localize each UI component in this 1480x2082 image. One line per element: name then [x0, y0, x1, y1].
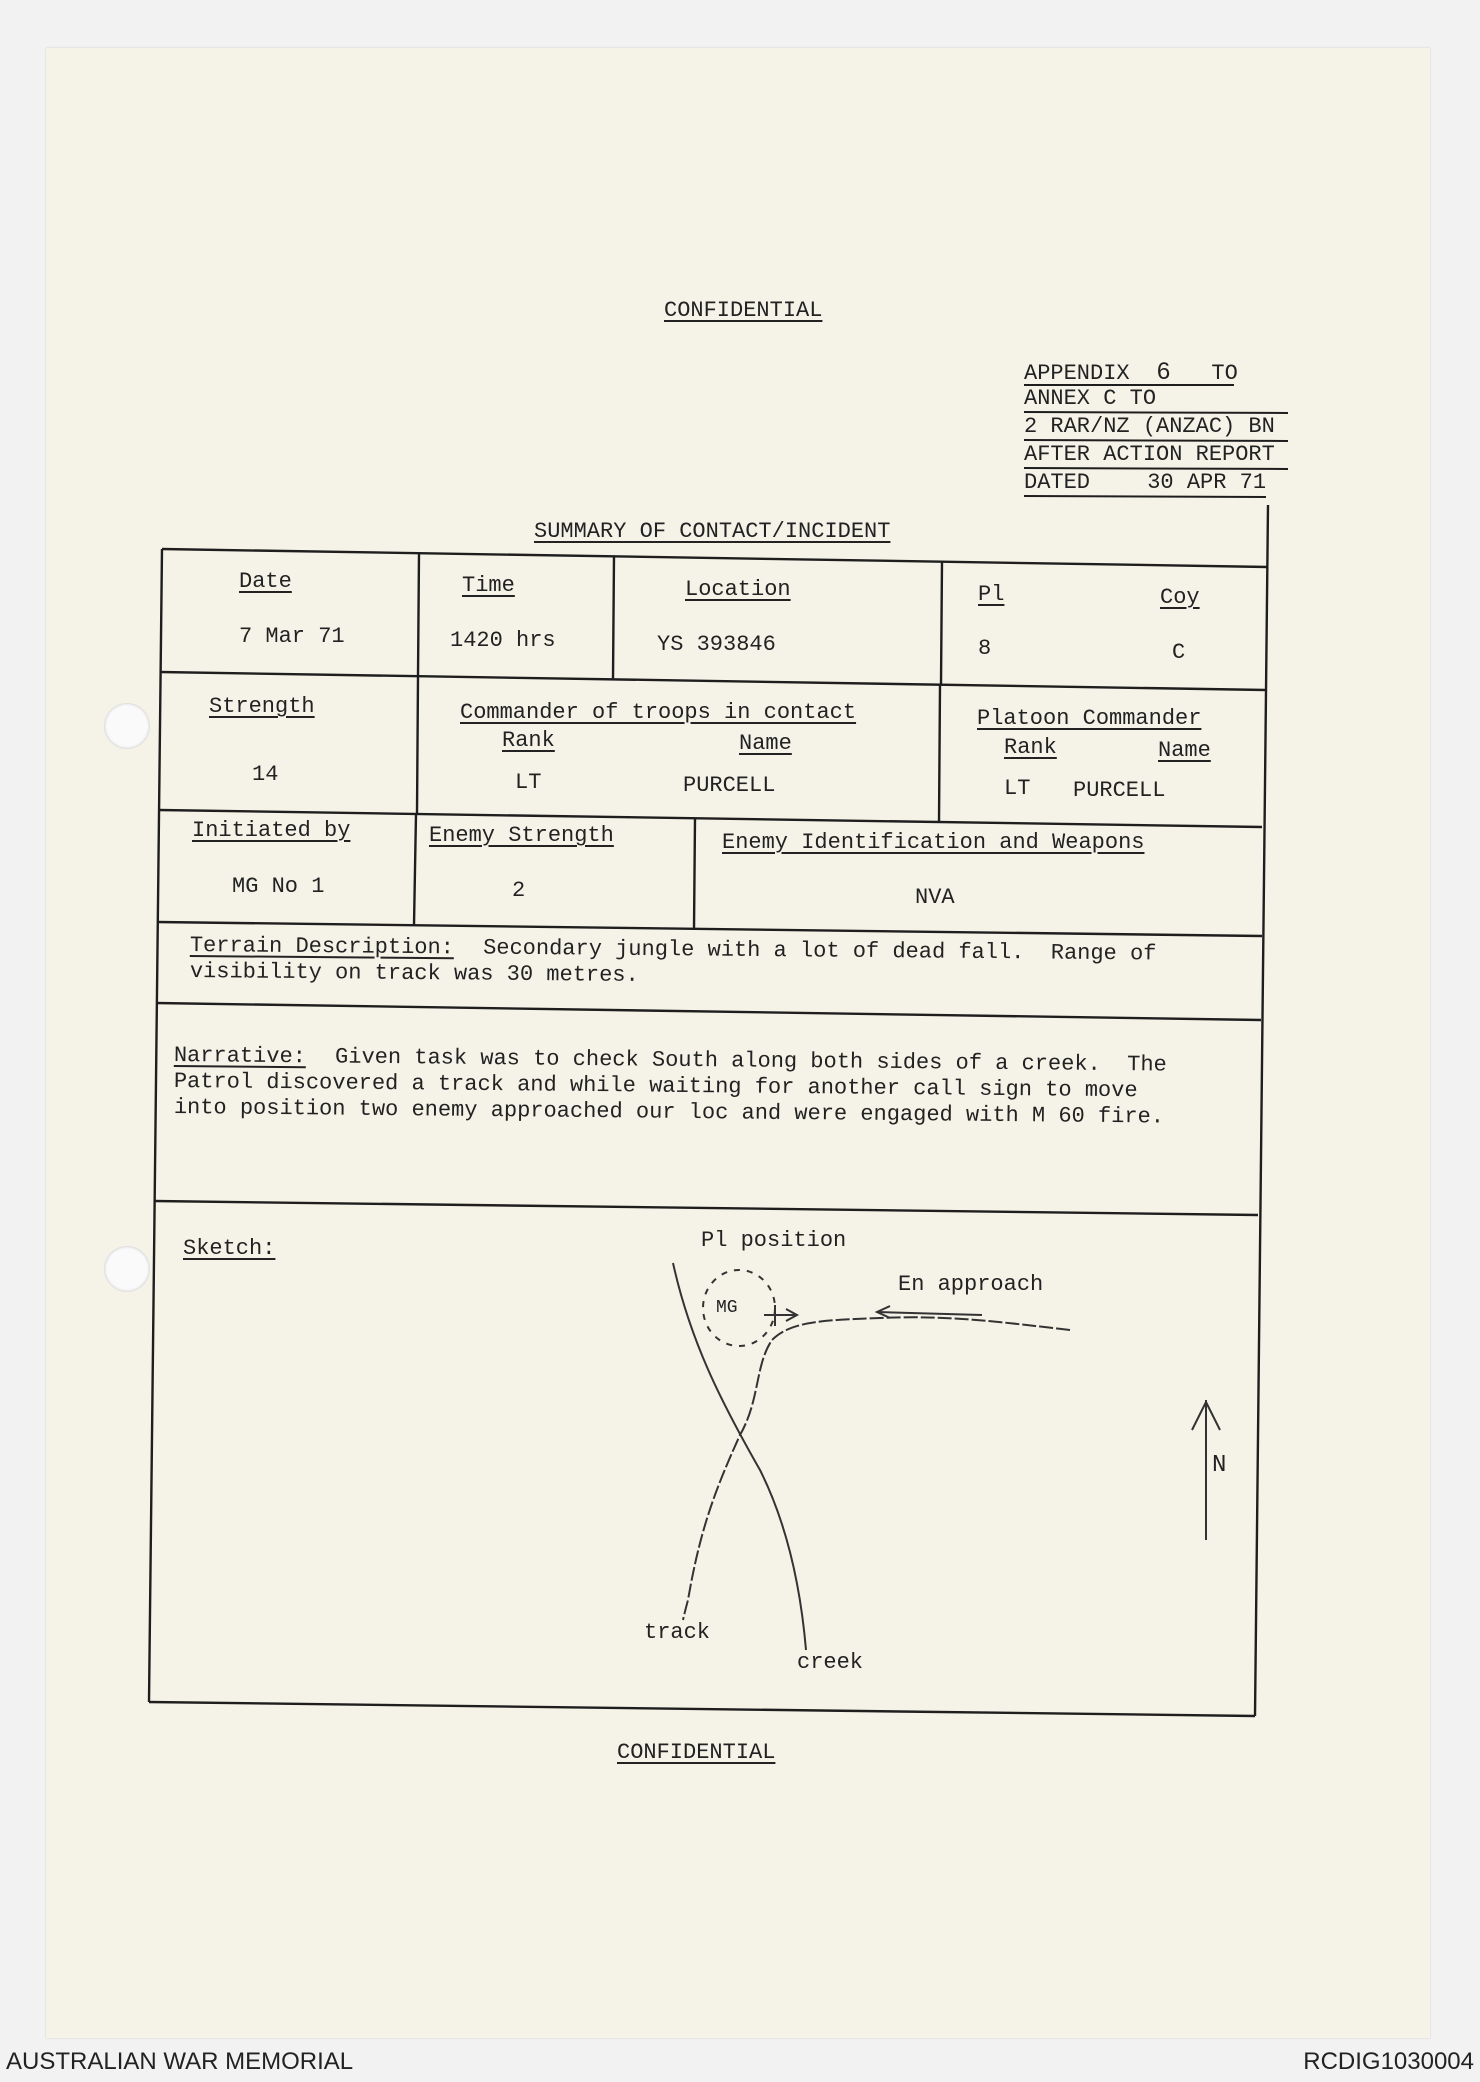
- location-value: YS 393846: [657, 632, 776, 657]
- pl-value: 8: [978, 636, 992, 661]
- appendix-line-2: ANNEX C TO: [1024, 386, 1157, 411]
- appendix-line-1: [1024, 358, 1238, 386]
- strength-label: Strength: [209, 694, 315, 719]
- footer-id: RCDIG1030004: [1303, 2048, 1474, 2075]
- strength-value: 14: [252, 762, 279, 787]
- terrain-line-2: visibility on track was 30 metres.: [189, 959, 639, 988]
- appendix-line-5: [1024, 470, 1266, 495]
- appendix-line-3: 2 RAR/NZ (ANZAC) BN: [1024, 414, 1275, 439]
- enemy-id-value: NVA: [915, 885, 955, 910]
- initiated-value: MG No 1: [232, 874, 325, 899]
- track-label: track: [644, 1620, 711, 1645]
- en-approach-label: En approach: [898, 1272, 1044, 1297]
- narrative-text-1: Given task was to check South along both sides of a creek. The: [334, 1044, 1167, 1078]
- sketch-drawing: [673, 1263, 1220, 1650]
- commander-name-label: Name: [739, 731, 792, 756]
- location-label: Location: [685, 577, 791, 602]
- terrain-label: Terrain Description:: [189, 933, 455, 961]
- initiated-label: Initiated by: [192, 818, 351, 843]
- narrative-line-2: Patrol discovered a track and while waiting for another call sign to move: [173, 1069, 1138, 1104]
- commander-label: Commander of troops in contact: [460, 700, 857, 725]
- appendix-line-4: AFTER ACTION REPORT: [1024, 442, 1275, 467]
- mg-label: MG: [716, 1298, 738, 1318]
- pl-label: Pl: [978, 582, 1005, 607]
- classification-bottom: CONFIDENTIAL: [617, 1740, 776, 1765]
- enemy-strength-value: 2: [512, 878, 526, 903]
- pl-position-label: Pl position: [701, 1228, 847, 1253]
- time-value: 1420 hrs: [450, 628, 556, 653]
- commander-rank: LT: [515, 770, 542, 795]
- coy-value: C: [1172, 640, 1186, 665]
- pc-name-label: Name: [1158, 738, 1211, 763]
- commander-rank-label: Rank: [502, 728, 555, 753]
- form-title: SUMMARY OF CONTACT/INCIDENT: [534, 519, 891, 544]
- date-label: Date: [239, 569, 292, 594]
- sketch-label: Sketch:: [183, 1236, 276, 1261]
- pc-name: PURCELL: [1073, 778, 1166, 803]
- terrain-text-1: Secondary jungle with a lot of dead fall. Range of: [483, 935, 1157, 967]
- dated-value: 30 APR 71: [1147, 470, 1267, 495]
- appendix-label: APPENDIX: [1024, 361, 1130, 386]
- pc-rank-label: Rank: [1004, 735, 1057, 760]
- enemy-strength-label: Enemy Strength: [429, 823, 614, 848]
- date-value: 7 Mar 71: [239, 624, 345, 649]
- narrative-label: Narrative:: [173, 1043, 307, 1070]
- time-label: Time: [462, 573, 515, 598]
- pc-rank: LT: [1004, 776, 1031, 801]
- narrative-line-3: into position two enemy approached our loc and were engaged with M 60 fire.: [173, 1095, 1165, 1130]
- north-label: N: [1212, 1452, 1227, 1479]
- creek-label: creek: [797, 1650, 864, 1675]
- commander-name: PURCELL: [683, 773, 776, 798]
- footer-source: AUSTRALIAN WAR MEMORIAL: [6, 2048, 354, 2075]
- appendix-to: TO: [1211, 361, 1238, 386]
- coy-label: Coy: [1160, 585, 1200, 610]
- enemy-id-label: Enemy Identification and Weapons: [722, 830, 1145, 855]
- appendix-number: 6: [1156, 358, 1171, 385]
- platoon-commander-label: Platoon Commander: [977, 706, 1202, 731]
- classification-top: CONFIDENTIAL: [664, 298, 823, 323]
- dated-label: DATED: [1024, 470, 1091, 495]
